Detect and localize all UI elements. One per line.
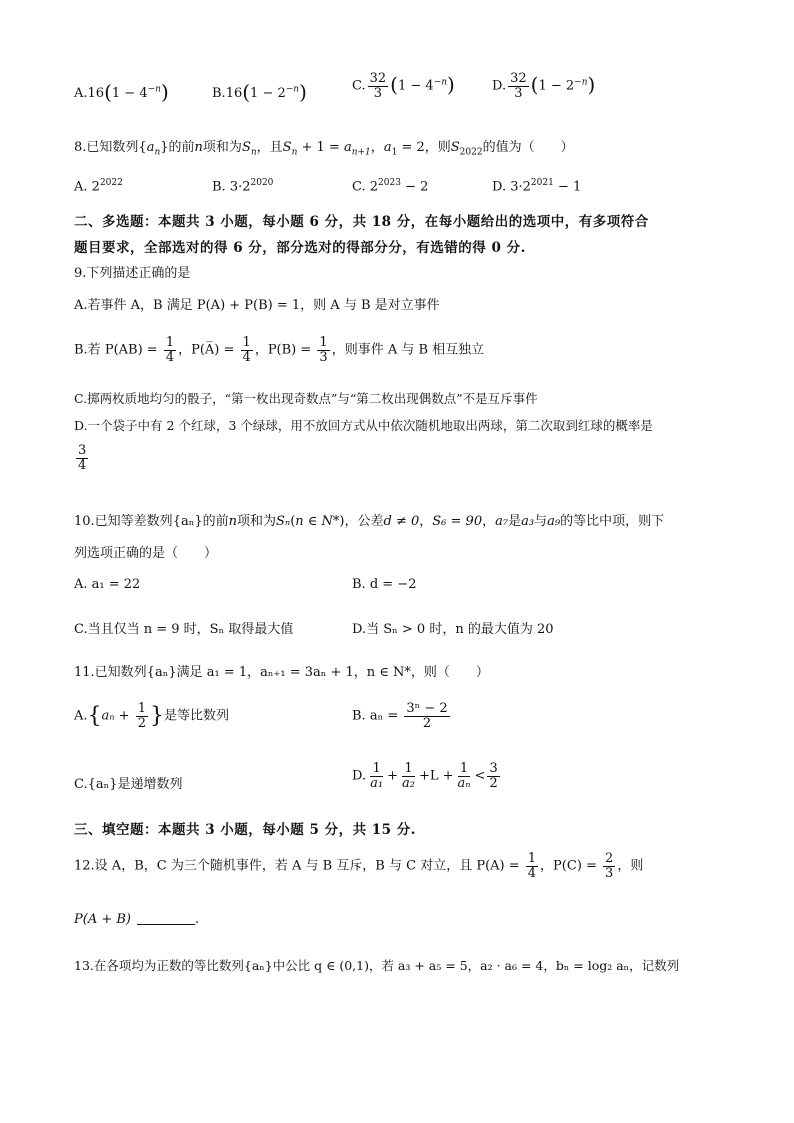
q13-stem: 13.在各项均为正数的等比数列{aₙ}中公比 q ∈ (0,1)，若 a₃ + a₅ = 5，a₂ · a₆ = 4，bₙ = log₂ aₙ，记数列 — [74, 958, 680, 973]
q9-option-d-fraction: $\frac{3}{4}$ — [78, 443, 87, 473]
q11-option-c: C.{aₙ}是递增数列 — [74, 777, 183, 792]
q8-option-a: A. $2^{2022}$ — [74, 178, 123, 195]
q11-option-b: B. aₙ = $\frac{\text{3ⁿ − 2}}{2}$ — [352, 701, 448, 731]
q7-option-a: $A.16(1 - 4^{-n})$ — [74, 80, 169, 104]
q8-stem: 8.已知数列$\{a_n\}$的前n项和为$S_n$，且$S_n + 1 = a_{n+1}$，$a_1 = 2$，则$S_{2022}$的值为（ ） — [74, 140, 574, 158]
q10-option-a: A. a₁ = 22 — [74, 577, 141, 592]
q8-option-c: C. $2^{2023} - 2$ — [352, 178, 429, 195]
q7-option-c: C. $\frac{32}{3}$ $(1 - 4^{-n})$ — [352, 71, 455, 101]
q7-option-d: D. $\frac{32}{3}$ $(1 - 2^{-n})$ — [492, 71, 596, 101]
section2-heading-line2: 题目要求，全部选对的得 6 分，部分选对的得部分分，有选错的得 0 分. — [74, 240, 526, 256]
q10-stem-line1: 10.已知等差数列{aₙ}的前n项和为Sₙ(n ∈ N*)，公差d ≠ 0，S₆ = 90，a₇是a₃与a₉的等比中项，则下 — [74, 514, 665, 529]
q11-option-d: D. $\frac{1}{\text{a₁}}$ + $\frac{1}{\text{a₂}}$ +L + $\frac{1}{\text{aₙ}}$ < $\frac{3}{2}$ — [352, 761, 498, 791]
q9-stem: 9.下列描述正确的是 — [74, 266, 191, 281]
q10-option-c: C.当且仅当 n = 9 时，Sₙ 取得最大值 — [74, 622, 294, 637]
q12-answer-blank[interactable] — [137, 912, 195, 925]
q12-stem: 12.设 A，B，C 为三个随机事件，若 A 与 B 互斥，B 与 C 对立，且 P(A) = $\frac{1}{4}$ ，P(C) = $\frac{2}{3}$ ，则 — [74, 851, 644, 881]
q7-option-b: $B.16(1 - 2^{-n})$ — [212, 80, 307, 104]
q8-option-d: D. $3\cdot 2^{2021} - 1$ — [492, 178, 582, 195]
q10-stem-line2: 列选项正确的是（ ） — [74, 546, 218, 561]
section2-heading-line1: 二、多选题：本题共 3 小题，每小题 6 分，共 18 分，在每小题给出的选项中，有多项符合 — [74, 214, 649, 230]
q11-option-a: A.{aₙ + $\frac{1}{2}$ }是等比数列 — [74, 701, 230, 731]
q9-option-a: A.若事件 A，B 满足 P(A) + P(B) = 1，则 A 与 B 是对立事件 — [74, 298, 440, 313]
q8-option-b: B. $3\cdot 2^{2020}$ — [212, 178, 274, 195]
q10-option-b: B. d = −2 — [352, 577, 417, 592]
q10-option-d: D.当 Sₙ > 0 时，n 的最大值为 20 — [352, 622, 554, 637]
q9-option-d: D.一个袋子中有 2 个红球，3 个绿球，用不放回方式从中依次随机地取出两球，第二次取到红球的概率是 — [74, 418, 653, 433]
q11-stem: 11.已知数列{aₙ}满足 a₁ = 1，aₙ₊₁ = 3aₙ + 1，n ∈ N*，则（ ） — [74, 665, 489, 680]
q9-option-b: B.若 P(AB) = $\frac{1}{4}$ ，P(A̅) = $\frac{1}{4}$ ，P(B) = $\frac{1}{3}$ ，则事件 A 与 B 相互独立 — [74, 335, 485, 365]
section3-heading: 三、填空题：本题共 3 小题，每小题 5 分，共 15 分. — [74, 822, 416, 838]
q9-option-c: C.掷两枚质地均匀的骰子，“第一枚出现奇数点”与“第二枚出现偶数点”不是互斥事件 — [74, 391, 538, 406]
q12-answer-line: P(A + B) . — [74, 912, 200, 927]
